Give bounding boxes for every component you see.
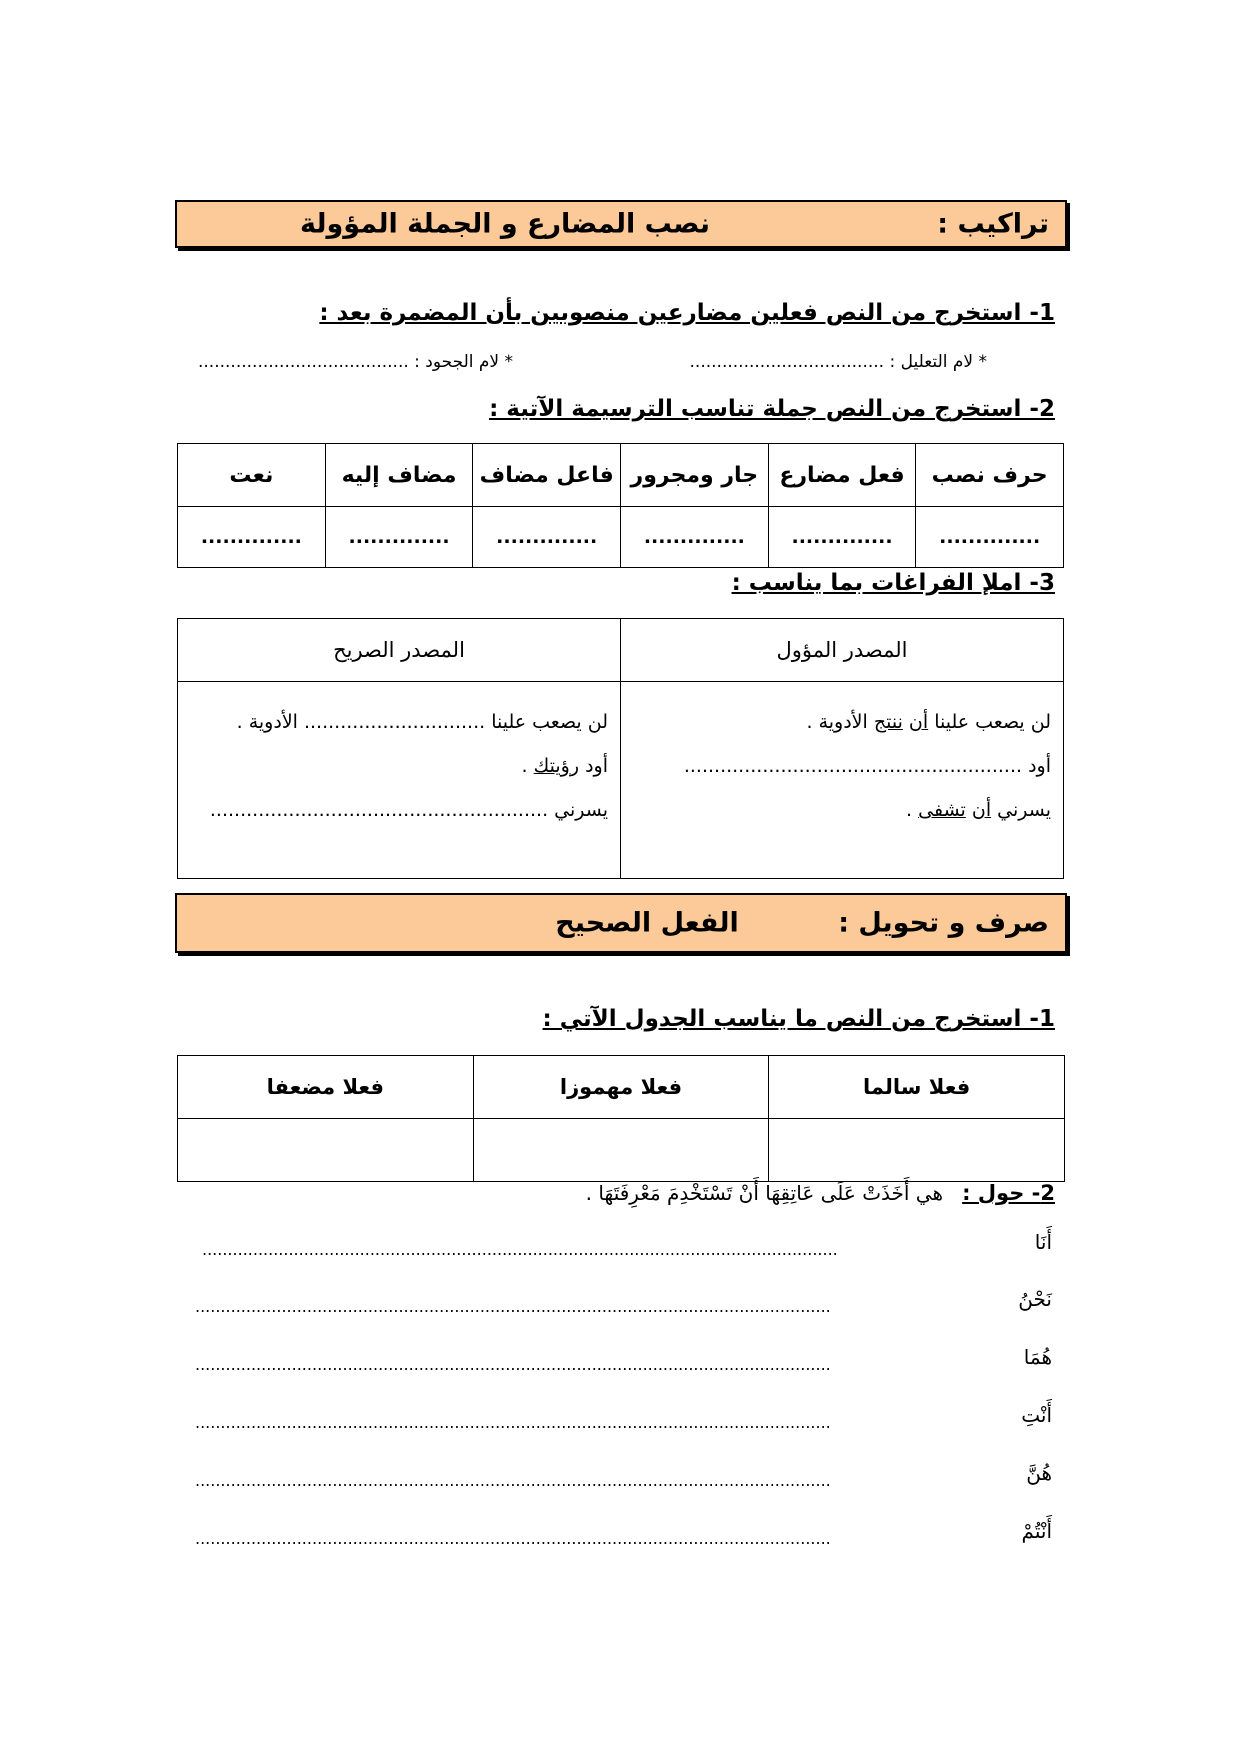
- question-5-title: 2- حول : هي أَخَذَتْ عَلَى عَاتِقِهَا أَنْ تَسْتَخْدِمَ مَعْرِفَتَهَا .: [585, 1181, 1055, 1205]
- verb-type-answer-row: [178, 1119, 1065, 1182]
- section-banner-tarakib: [175, 200, 1067, 248]
- answer-cell[interactable]: ..............: [325, 507, 473, 568]
- pronoun-ana: أَنَا: [1034, 1230, 1052, 1254]
- answer-cell[interactable]: ..............: [621, 507, 769, 568]
- header-mahmuz: فعلا مهموزا: [473, 1056, 769, 1119]
- section-title: الفعل الصحيح: [555, 907, 739, 939]
- section-label: تراكيب :: [937, 208, 1049, 240]
- header-masdar-sarih: المصدر الصريح: [178, 619, 621, 682]
- section-banner-sarf: [175, 893, 1067, 953]
- header-na3t: نعت: [178, 444, 326, 507]
- answer-cell[interactable]: ..............: [473, 507, 621, 568]
- header-jar-majrur: جار ومجرور: [621, 444, 769, 507]
- sarih-line-3: يسرني ........................................................: [209, 799, 608, 821]
- masdar-table: [177, 618, 1064, 879]
- answer-cell[interactable]: ..............: [178, 507, 326, 568]
- lam-ta3lil-line: * لام التعليل : ....................................: [689, 352, 987, 372]
- masdar-header-row: [178, 619, 1064, 682]
- answer-dots-huma[interactable]: .............................................................................................................................: [195, 1355, 831, 1374]
- answer-dots-hunna[interactable]: .............................................................................................................................: [195, 1471, 831, 1490]
- schema-table: [177, 443, 1064, 568]
- muawwal-line-1: لن يصعب علينا أن ننتج الأدوية .: [806, 711, 1051, 733]
- sarih-line-2: أود رؤيتك .: [521, 755, 608, 777]
- section-label: صرف و تحويل :: [838, 907, 1049, 939]
- question-1-title: 1- استخرج من النص فعلين مضارعين منصوبين بأن المضمرة بعد :: [319, 300, 1055, 326]
- answer-cell[interactable]: ..............: [916, 507, 1064, 568]
- header-masdar-muawwal: المصدر المؤول: [621, 619, 1064, 682]
- header-fi3l-mudari3: فعل مضارع: [768, 444, 916, 507]
- pronoun-huma: هُمَا: [1023, 1345, 1052, 1369]
- header-muda3af: فعلا مضعفا: [178, 1056, 474, 1119]
- sarih-line-1: لن يصعب علينا .............................. الأدوية .: [236, 711, 608, 733]
- header-mudaf-ilayh: مضاف إليه: [325, 444, 473, 507]
- sarih-cell[interactable]: [178, 682, 621, 879]
- pronoun-anti: أَنْتِ: [1021, 1403, 1052, 1427]
- masdar-body-row: [178, 682, 1064, 879]
- answer-cell[interactable]: [178, 1119, 474, 1182]
- answer-dots-ana[interactable]: .............................................................................................................................: [202, 1240, 838, 1259]
- pronoun-nahnu: نَحْنُ: [1018, 1287, 1052, 1311]
- schema-header-row: [178, 444, 1064, 507]
- muawwal-cell[interactable]: [621, 682, 1064, 879]
- verb-type-table: [177, 1055, 1065, 1182]
- muawwal-line-3: يسرني أن تشفى .: [906, 799, 1051, 821]
- schema-answer-row: [178, 507, 1064, 568]
- verb-type-header-row: [178, 1056, 1065, 1119]
- conversion-sentence: هي أَخَذَتْ عَلَى عَاتِقِهَا أَنْ تَسْتَخْدِمَ مَعْرِفَتَهَا .: [585, 1181, 944, 1205]
- lam-juhud-line: * لام الجحود : .......................................: [198, 352, 514, 372]
- header-fa3il-mudaf: فاعل مضاف: [473, 444, 621, 507]
- pronoun-hunna: هُنَّ: [1026, 1461, 1052, 1485]
- question-2-title: 2- استخرج من النص جملة تناسب الترسيمة الآتية :: [489, 396, 1055, 422]
- answer-dots-anti[interactable]: .............................................................................................................................: [195, 1413, 831, 1432]
- pronoun-antum: أَنْتُمْ: [1021, 1519, 1052, 1543]
- header-salim: فعلا سالما: [769, 1056, 1065, 1119]
- answer-cell[interactable]: ..............: [768, 507, 916, 568]
- answer-dots-antum[interactable]: .............................................................................................................................: [195, 1529, 831, 1548]
- header-harf-nasb: حرف نصب: [916, 444, 1064, 507]
- section-title: نصب المضارع و الجملة المؤولة: [300, 208, 710, 240]
- muawwal-line-2: أود ........................................................: [683, 755, 1051, 777]
- question-3-title: 3- املإ الفراغات بما يناسب :: [731, 570, 1055, 596]
- question-4-title: 1- استخرج من النص ما يناسب الجدول الآتي :: [542, 1006, 1055, 1032]
- answer-dots-nahnu[interactable]: .............................................................................................................................: [195, 1297, 831, 1316]
- answer-cell[interactable]: [769, 1119, 1065, 1182]
- answer-cell[interactable]: [473, 1119, 769, 1182]
